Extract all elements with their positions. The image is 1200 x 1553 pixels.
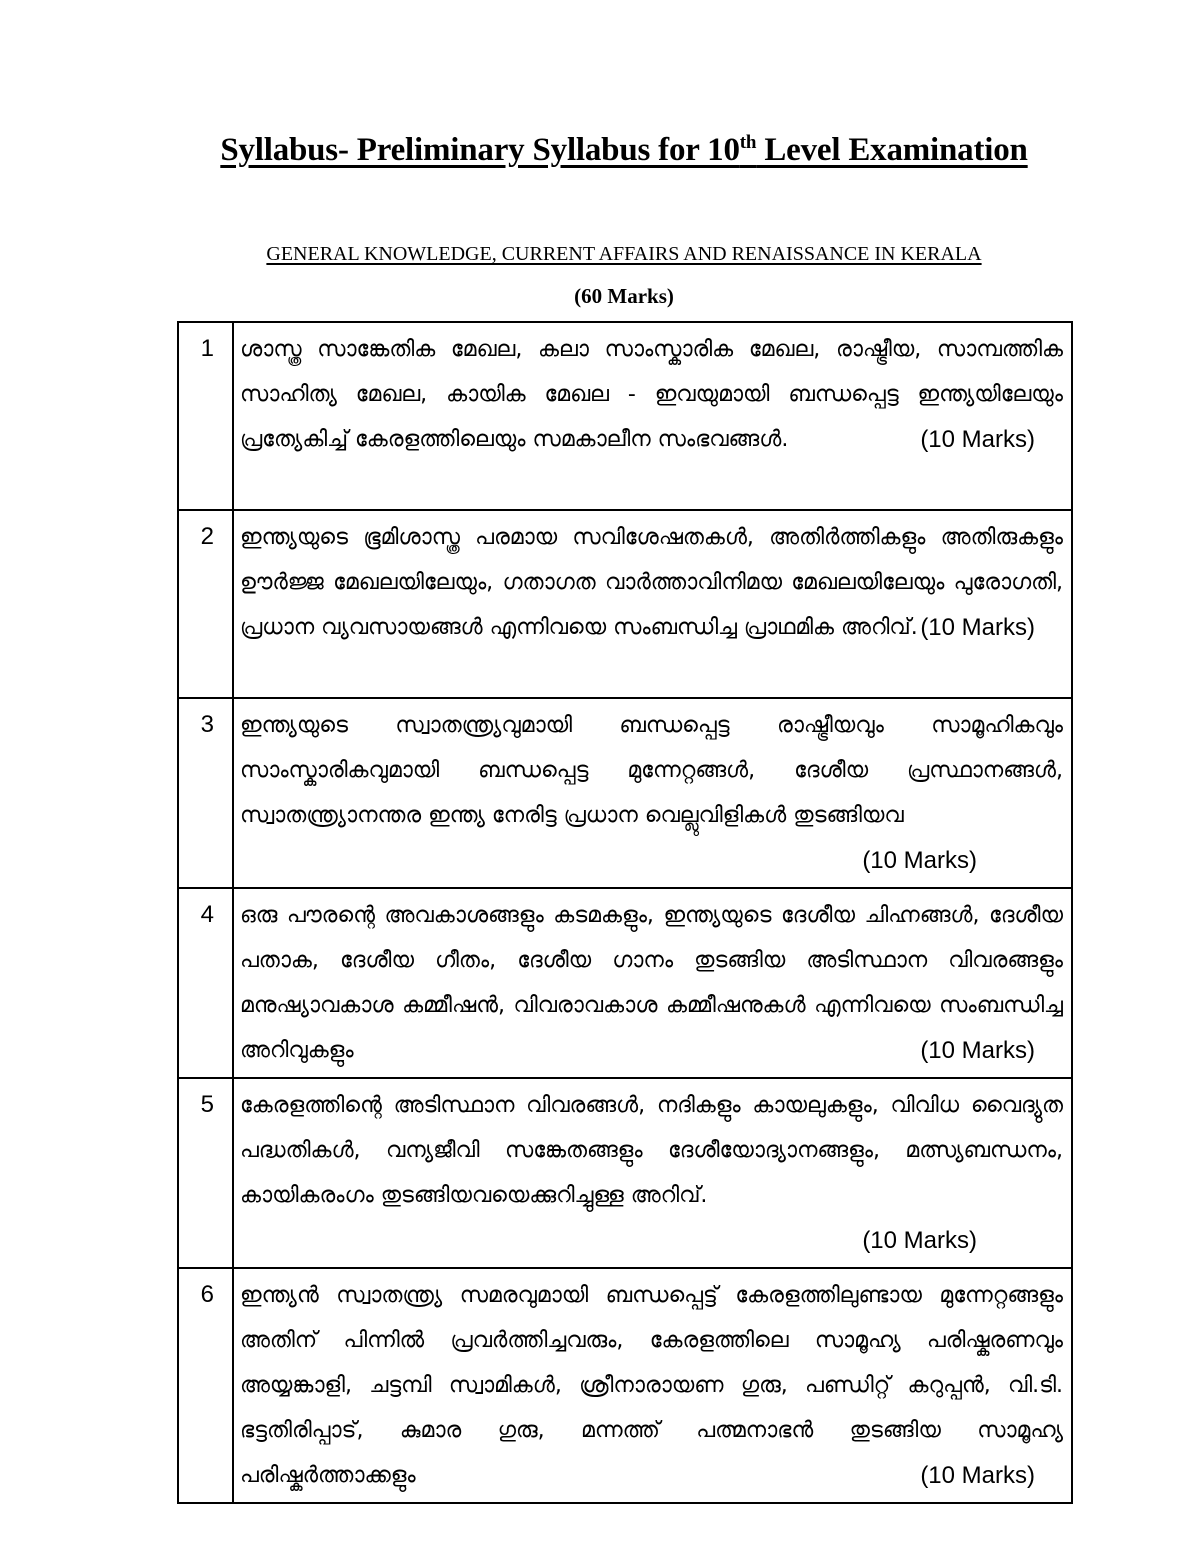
table-row: [178, 1078, 1072, 1268]
row-number: 3: [178, 698, 233, 888]
title-text: Syllabus- Preliminary Syllabus for 10: [220, 132, 740, 168]
row-description: [233, 1078, 1072, 1268]
table-row: [178, 322, 1072, 510]
title-superscript: th: [739, 132, 757, 153]
page-title: [0, 132, 1200, 169]
syllabus-table: [177, 321, 1073, 1504]
row-text: ഇന്ത്യയുടെ സ്വാതന്ത്ര്യവുമായി ബന്ധപ്പെട്ട രാഷ്ട്രീയവും സാമൂഹികവും സാംസ്കാരികവുമായി ബന്ധപ്പെട്ട മുന്നേറ്റങ്ങൾ, ദേശീയ പ്രസ്ഥാനങ്ങൾ, സ്വാതന്ത്ര്യാനന്തര ഇന്ത്യ നേരിട്ട പ്രധാന വെല്ലുവിളികൾ തുടങ്ങിയവ: [240, 713, 1063, 828]
row-description: [233, 698, 1072, 888]
row-marks: (10 Marks): [862, 847, 977, 874]
row-text-content: ഇന്ത്യയുടെ ഭൂമിശാസ്ത്ര പരമായ സവിശേഷതകൾ, അതിർത്തികളും അതിരുകളും ഊർജ്ജ മേഖലയിലേയും, ഗതാഗത വാർത്താവിനിമയ മേഖലയിലേയും പുരോഗതി, പ്രധാന വ്യവസായങ്ങൾ എന്നിവയെ സംബന്ധിച്ച പ്രാഥമിക അറിവ്.: [240, 525, 1063, 640]
row-description: [233, 1268, 1072, 1503]
row-text-content: ഇന്ത്യൻ സ്വാതന്ത്ര്യ സമരവുമായി ബന്ധപ്പെട്ട് കേരളത്തിലുണ്ടായ മുന്നേറ്റങ്ങളും അതിന് പിന്നിൽ പ്രവർത്തിച്ചവരും, കേരളത്തിലെ സാമൂഹ്യ പരിഷ്കരണവും അയ്യങ്കാളി, ചട്ടമ്പി സ്വാമികൾ, ശ്രീനാരായണ ഗുരു, പണ്ഡിറ്റ് കറുപ്പൻ, വി.ടി. ഭട്ടതിരിപ്പാട്, കുമാര ഗുരു, മന്നത്ത് പത്മനാഭൻ തുടങ്ങിയ സാമൂഹ്യ പരിഷ്കർത്താക്കളും: [240, 1283, 1063, 1488]
row-marks: (10 Marks): [862, 1227, 977, 1254]
title-text-after: Level Examination: [756, 132, 1028, 168]
row-marks: (10 Marks): [920, 1462, 1035, 1489]
row-text-content: ഒരു പൗരന്റെ അവകാശങ്ങളും കടമകളും, ഇന്ത്യയുടെ ദേശീയ ചിഹ്നങ്ങൾ, ദേശീയ പതാക, ദേശീയ ഗീതം, ദേശീയ ഗാനം തുടങ്ങിയ അടിസ്ഥാന വിവരങ്ങളും മനുഷ്യാവകാശ കമ്മീഷൻ, വിവരാവകാശ കമ്മീഷനുകൾ എന്നിവയെ സംബന്ധിച്ച അറിവുകളും: [240, 903, 1063, 1063]
row-text: [240, 1273, 1063, 1498]
row-marks: (10 Marks): [920, 1037, 1035, 1064]
row-number: 2: [178, 510, 233, 698]
row-number: 6: [178, 1268, 233, 1503]
table-row: [178, 1268, 1072, 1503]
row-number: 5: [178, 1078, 233, 1268]
row-text: കേരളത്തിന്റെ അടിസ്ഥാന വിവരങ്ങൾ, നദികളും കായലുകളും, വിവിധ വൈദ്യുത പദ്ധതികൾ, വന്യജീവി സങ്കേതങ്ങളും ദേശീയോദ്യാനങ്ങളും, മത്സ്യബന്ധനം, കായികരംഗം തുടങ്ങിയവയെക്കുറിച്ചുള്ള അറിവ്.: [240, 1093, 1063, 1208]
row-description: [233, 888, 1072, 1078]
table-row: [178, 888, 1072, 1078]
row-marks: (10 Marks): [920, 426, 1035, 453]
row-text-content: ശാസ്ത്ര സാങ്കേതിക മേഖല, കലാ സാംസ്കാരിക മേഖല, രാഷ്ട്രീയ, സാമ്പത്തിക സാഹിത്യ മേഖല, കായിക മേഖല - ഇവയുമായി ബന്ധപ്പെട്ട ഇന്ത്യയിലേയും പ്രത്യേകിച്ച് കേരളത്തിലെയും സമകാലീന സംഭവങ്ങൾ.: [240, 337, 1063, 452]
table-row: [178, 698, 1072, 888]
section-heading: GENERAL KNOWLEDGE, CURRENT AFFAIRS AND RENAISSANCE IN KERALA: [266, 243, 982, 265]
row-text: [240, 893, 1063, 1073]
row-text: [240, 327, 1063, 462]
row-description: [233, 322, 1072, 510]
row-number: 1: [178, 322, 233, 510]
row-text: [240, 515, 1063, 650]
table-row: [178, 510, 1072, 698]
row-description: [233, 510, 1072, 698]
total-marks: (60 Marks): [574, 284, 674, 308]
row-number: 4: [178, 888, 233, 1078]
row-marks: (10 Marks): [920, 614, 1035, 641]
